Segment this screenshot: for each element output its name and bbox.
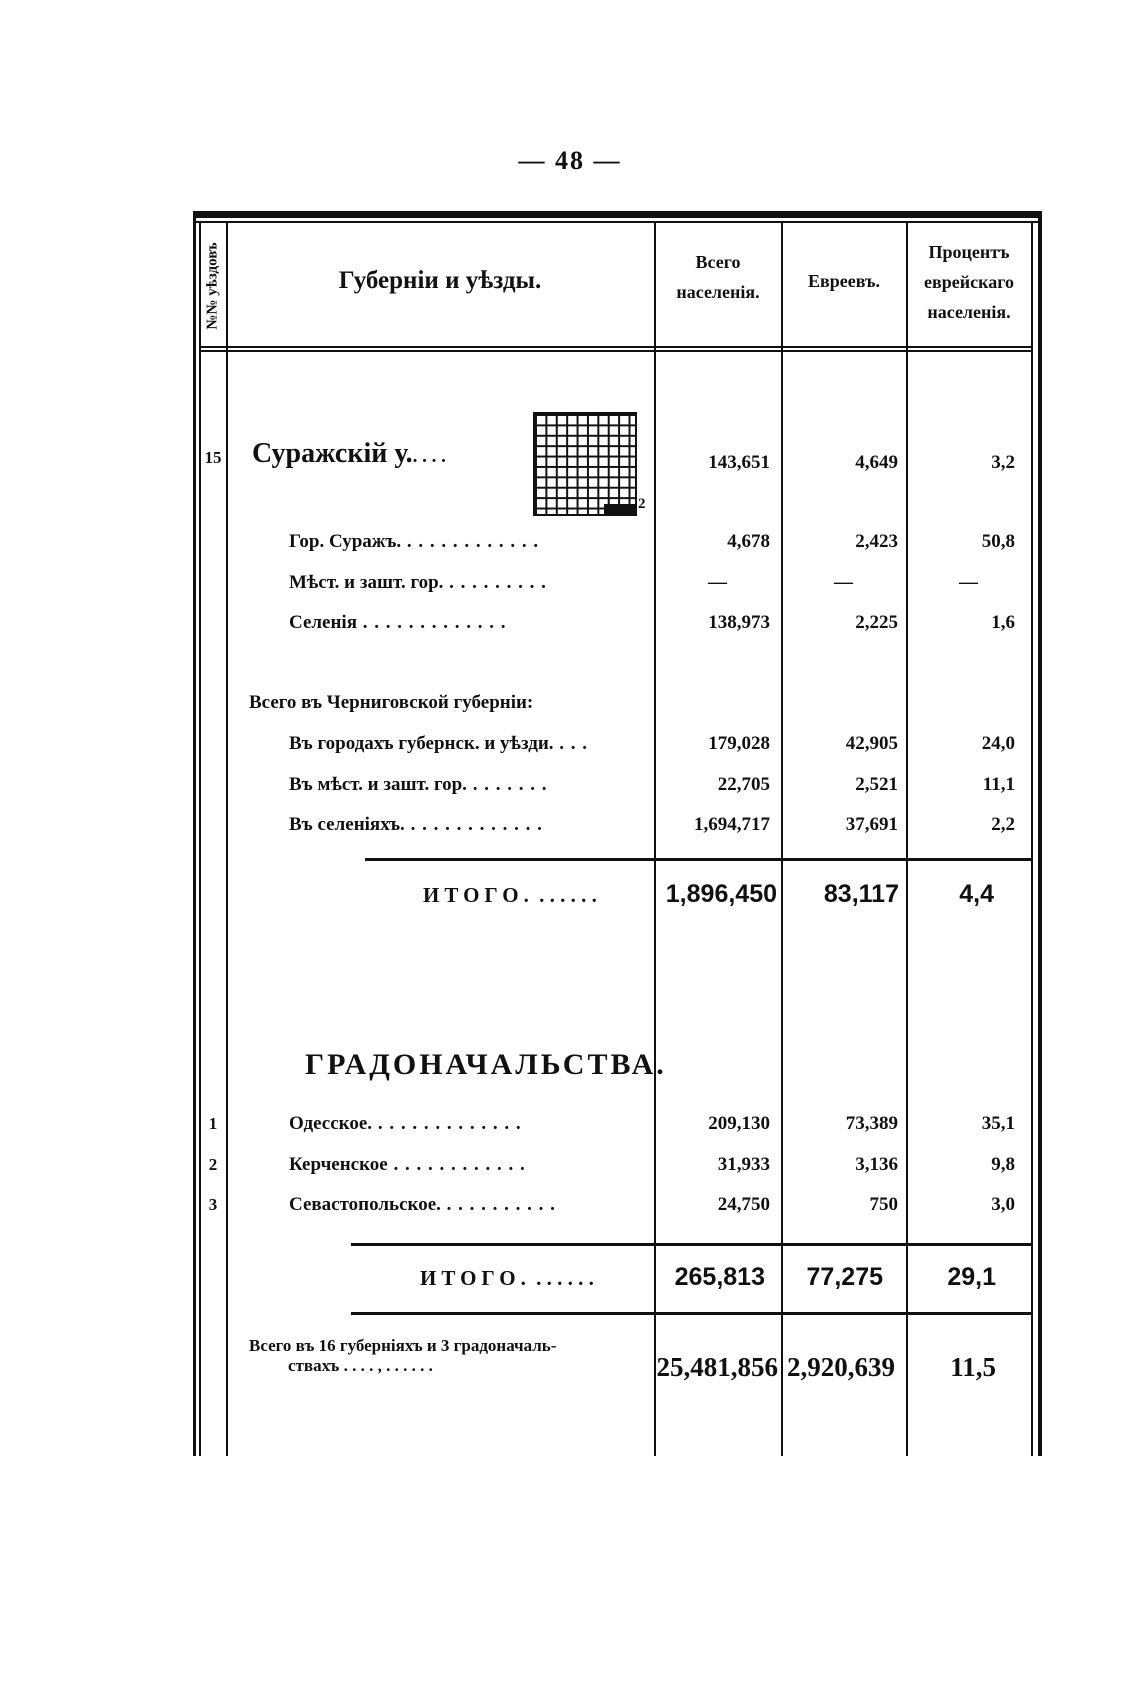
itogo-label-chernigov: ИТОГО. . . . . . . <box>423 883 597 907</box>
header-jews: Евреевъ. <box>808 271 880 291</box>
header-bottom-border-2 <box>199 350 1033 352</box>
row-total: — <box>708 572 727 593</box>
row-jews: 3,136 <box>855 1154 898 1175</box>
table-row-label <box>289 814 650 836</box>
row-name: Гор. Суражъ. <box>289 531 402 552</box>
row-jews: 42,905 <box>845 733 898 754</box>
row-name: Въ городахъ губернск. и уѣзди. <box>289 733 554 754</box>
table-row-label <box>289 1194 650 1216</box>
row-percent: 11,1 <box>982 774 1015 795</box>
surazh-jews: 4,649 <box>855 452 898 473</box>
row-name: Селенія <box>289 612 357 633</box>
percentage-grid-label: 2 <box>638 496 646 512</box>
row-number: 3 <box>208 1195 218 1214</box>
row-percent: 35,1 <box>981 1113 1015 1134</box>
row-percent: — <box>959 572 978 593</box>
col-divider-number <box>226 221 228 1456</box>
table-row-label <box>289 1154 650 1176</box>
row-dot-leader: . . . . . . . . . . . . <box>387 1154 526 1175</box>
row-name: Въ селеніяхъ. <box>289 814 405 835</box>
grand-total-percent: 11,5 <box>950 1352 996 1382</box>
row-dot-leader: . . . . . . . . . . . . <box>401 531 540 552</box>
row-name: Севастопольское. <box>289 1194 441 1215</box>
row-total: 179,028 <box>708 733 770 754</box>
row-percent: 50,8 <box>981 531 1015 552</box>
surazh-percent: 3,2 <box>991 452 1015 473</box>
percentage-grid-fill <box>604 504 637 516</box>
row-name: Въ мѣст. и зашт. гор. <box>289 774 467 795</box>
grad-itogo-percent: 29,1 <box>947 1263 996 1291</box>
row-jews: 73,389 <box>845 1113 898 1134</box>
chernigov-itogo-jews: 83,117 <box>823 880 899 908</box>
header-bottom-border <box>199 346 1033 348</box>
row-total: 31,933 <box>717 1154 770 1175</box>
row-name: Мѣст. и зашт. гор. <box>289 572 444 593</box>
table-row-label <box>289 733 650 755</box>
chernigov-itogo-total: 1,896,450 <box>665 880 777 908</box>
row-jews: 750 <box>869 1194 898 1215</box>
page-number: — 48 — <box>518 146 622 175</box>
row-percent: 9,8 <box>991 1154 1015 1175</box>
row-total: 138,973 <box>708 612 770 633</box>
gradonachalstva-heading: ГРАДОНАЧАЛЬСТВА. <box>305 1048 667 1081</box>
rule-above-itogo-1 <box>365 858 1031 861</box>
table-row-label <box>289 531 650 553</box>
row-name: Керченское <box>289 1154 388 1175</box>
grad-itogo-jews: 77,275 <box>806 1263 883 1291</box>
row-percent: 24,0 <box>981 733 1015 754</box>
row-total: 22,705 <box>717 774 770 795</box>
table-row-label <box>289 774 650 796</box>
district-name-surazh: Суражскій у.. . . . <box>252 438 446 469</box>
row-dot-leader: . . . . . . . . . . . . . <box>372 1113 522 1134</box>
row-percent: 3,0 <box>991 1194 1015 1215</box>
row-dot-leader: . . . <box>553 733 589 754</box>
row-jews: — <box>834 572 853 593</box>
table-right-border <box>1038 211 1042 1456</box>
header-district-number: №№ уѣздовъ <box>204 242 221 330</box>
row-total: 4,678 <box>727 531 770 552</box>
surazh-total: 143,651 <box>708 452 770 473</box>
row-dot-leader: . . . . . . . . . <box>443 572 547 593</box>
row-name: Одесское. <box>289 1113 373 1134</box>
header-jewish-percent: Процентъ еврейскаго населенія. <box>924 242 1014 322</box>
header-total-population: Всего населенія. <box>676 252 760 302</box>
grand-total-jews: 2,920,639 <box>787 1352 895 1382</box>
chernigov-itogo-percent: 4,4 <box>959 880 994 908</box>
rule-above-grand-total <box>351 1312 1031 1315</box>
table-row-label <box>289 612 650 634</box>
grand-total-label: Всего въ 16 губерніяхъ и 3 градоначаль- ствахъ . . . . , . . . . . . <box>249 1336 557 1375</box>
rule-above-itogo-2 <box>351 1243 1031 1246</box>
row-jews: 37,691 <box>845 814 898 835</box>
row-percent: 2,2 <box>991 814 1015 835</box>
row-jews: 2,423 <box>855 531 898 552</box>
header-region: Губерніи и уѣзды. <box>338 267 542 294</box>
itogo-label-grad: ИТОГО. . . . . . . <box>420 1266 594 1290</box>
row-total: 209,130 <box>708 1113 770 1134</box>
row-dot-leader: . . . . . . . . . . <box>440 1194 556 1215</box>
percentage-grid-diagram <box>533 412 637 516</box>
row-total: 24,750 <box>717 1194 770 1215</box>
row-number-surazh: 15 <box>204 448 222 467</box>
chernigov-heading: Всего въ Черниговской губерніи: <box>249 692 534 713</box>
table-left-border <box>193 211 196 1456</box>
row-jews: 2,225 <box>855 612 898 633</box>
table-row-label <box>289 572 650 594</box>
table-right-border-inner <box>1031 221 1033 1456</box>
row-number: 2 <box>208 1155 218 1174</box>
grad-itogo-total: 265,813 <box>674 1263 765 1291</box>
row-total: 1,694,717 <box>694 814 770 835</box>
row-dot-leader: . . . . . . . <box>466 774 548 795</box>
row-jews: 2,521 <box>855 774 898 795</box>
table-top-border-thin <box>193 221 1041 223</box>
table-left-border-inner <box>199 221 201 1456</box>
row-percent: 1,6 <box>991 612 1015 633</box>
table-row-label <box>289 1113 650 1135</box>
row-number: 1 <box>208 1114 218 1133</box>
row-dot-leader: . . . . . . . . . . . . . <box>356 612 507 633</box>
table-top-border <box>193 211 1041 218</box>
grand-total-population: 25,481,856 <box>656 1352 778 1382</box>
row-dot-leader: . . . . . . . . . . . . <box>404 814 543 835</box>
